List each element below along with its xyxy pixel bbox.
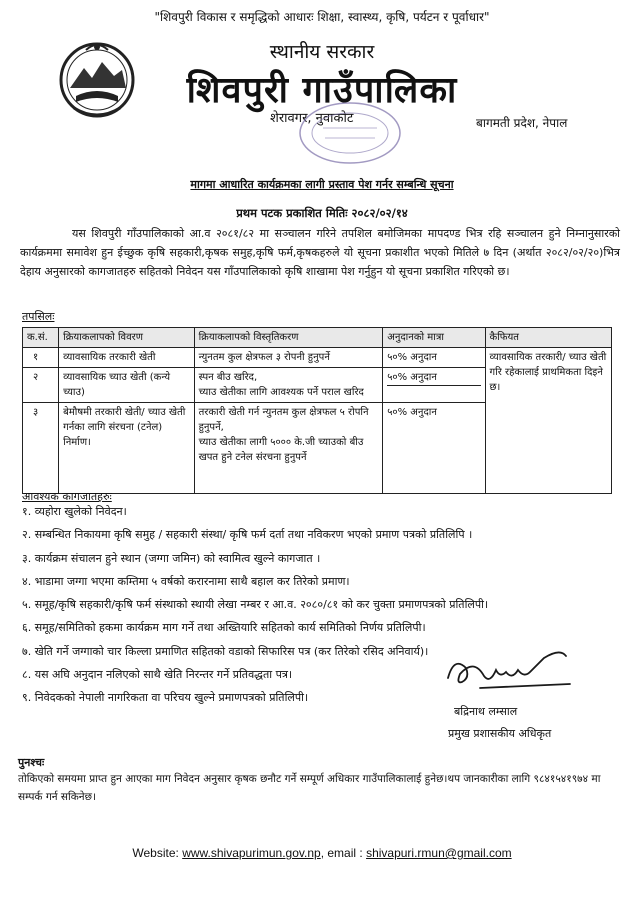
- municipality-name: शिवपुरी गाउँपालिका: [186, 69, 458, 111]
- motto: "शिवपुरी विकास र समृद्धिको आधारः शिक्षा, स्वास्थ्य, कृषि, पर्यटन र पूर्वाधार": [154, 10, 490, 24]
- row-activity: व्यावसायिक च्याउ खेती (कन्ये च्याउ): [59, 368, 194, 403]
- row-remarks: व्यावसायिक तरकारी/ च्याउ खेती गरि रहेकालाई प्राथमिकता दिइने छ।: [485, 348, 611, 494]
- website-label: Website:: [132, 846, 179, 860]
- row-details: तरकारी खेती गर्न न्युनतम कुल क्षेत्रफल ५ रोपनि हुनुपर्ने, च्याउ खेतीका लागी ५००० के.जी च्याउको बीउ खपत हुने टनेल संरचना हुनुपर्ने: [194, 403, 383, 494]
- row-grant: ५०% अनुदान: [383, 348, 485, 368]
- government-label: स्थानीय सरकार: [269, 41, 375, 63]
- list-item: ६. समूह/समितिको हकमा कार्यक्रम माग गर्ने तथा अख्तियारि सहितको कार्य समितिको निर्णय प्रतिलिपी।: [22, 621, 426, 635]
- row-sn: ३: [23, 403, 59, 494]
- row-grant: ५०% अनुदान: [383, 403, 485, 494]
- published-date: प्रथम पटक प्रकाशित मितिः २०८२/०२/१४: [236, 206, 408, 220]
- table-row: [23, 348, 612, 368]
- row-grant: ५०% अनुदान: [383, 368, 485, 403]
- signatory-title: प्रमुख प्रशासकीय अधिकृत: [448, 727, 552, 740]
- note-text: तोकिएको समयमा प्राप्त हुन आएका माग निवेदन अनुसार कृषक छनौट गर्ने सम्पूर्ण अधिकार गाउँपालिकालाई हुनेछ।थप जानकारीका लागि ९८४१५४१९७४ मा सम्पर्क गर्न सकिनेछ।: [18, 773, 601, 803]
- notice-body: यस शिवपुरी गाँउपालिकाको आ.व २०८१/८२ मा सञ्चालन गरिने तपशिल बमोजिमका मापदण्ड भित्र रहि सञ्चालन हुने निम्नानुसारको कार्यक्रममा समावेश हुन ईच्छुक कृषि सहकारी,कृषक समुह,कृषि फर्म,कृषकहरुले यो सूचना प्रकाशीत भएको मितिले ७ दिन (अर्थात २०८२/०२/२०)भित्र देहाय अनुसारको कागजातहरु सहितको निवेदन यस गाँउपालिकाको कृषि शाखामा पेश गर्नुहुन यो सूचना प्रकाशित गरिएको छ।: [20, 227, 620, 278]
- header-remarks: कैफियत: [485, 328, 611, 348]
- program-table: [22, 327, 612, 494]
- row-details: न्युनतम कुल क्षेत्रफल ३ रोपनी हुनुपर्ने: [194, 348, 383, 368]
- note-heading: पुनश्चः: [18, 756, 45, 769]
- handwritten-signature: [440, 648, 580, 694]
- row-sn: १: [23, 348, 59, 368]
- list-item: ३. कार्यक्रम संचालन हुने स्थान (जग्गा जमिन) को स्वामित्व खुल्ने कागजात ।: [22, 551, 321, 565]
- list-item: ७. खेति गर्ने जग्गाको चार किल्ला प्रमाणित सहितको वडाको सिफारिस पत्र (कर तिरेको रसिद अनिवार्य)।: [22, 644, 429, 658]
- list-item: ८. यस अघि अनुदान नलिएको साथै खेति निरन्तर गर्ने प्रतिवद्धता पत्र।: [22, 668, 293, 682]
- row-activity: व्यावसायिक तरकारी खेती: [59, 348, 194, 368]
- email-label: , email :: [320, 846, 363, 860]
- address: शेरावगर, नुवाकोट: [270, 111, 354, 126]
- table-header-row: [23, 328, 612, 348]
- row-details: स्पन बीउ खरिद, च्याउ खेतीका लागि आवश्यक पर्ने पराल खरिद: [194, 368, 383, 403]
- header-sn: क.सं.: [23, 328, 59, 348]
- row-activity: बेमौषमी तरकारी खेती/ च्याउ खेती गर्नका लागि संरचना (टनेल) निर्माण।: [59, 403, 194, 494]
- row-sn: २: [23, 368, 59, 403]
- office-stamp: [295, 98, 405, 168]
- email-link[interactable]: shivapuri.rmun@gmail.com: [366, 846, 512, 860]
- list-item: १. व्यहोरा खुलेको निवेदन।: [22, 505, 127, 518]
- header-activity: क्रियाकलापको विवरण: [59, 328, 194, 348]
- province: बागमती प्रदेश, नेपाल: [476, 116, 568, 130]
- list-item: २. सम्बन्धित निकायमा कृषि समुह / सहकारी संस्था/ कृषि फर्म दर्ता तथा नविकरण भएको प्रमाण पत्रको प्रतिलिपि ।: [22, 528, 473, 542]
- documents-title: आवश्यक कागजातहरुः: [22, 490, 112, 503]
- list-item: ४. भाडामा जग्गा भएमा कम्तिमा ५ वर्षको करारनामा साथै बहाल कर तिरेको प्रमाण।: [22, 574, 350, 588]
- notice-subject: मागमा आधारित कार्यक्रमका लागी प्रस्ताव पेश गर्नर सम्बन्धि सूचना: [190, 178, 454, 191]
- header-details: क्रियाकलापको विस्तृतिकरण: [194, 328, 383, 348]
- table-label: तपसिलः: [22, 310, 55, 323]
- list-item: ५. समूह/कृषि सहकारी/कृषि फर्म संस्थाको स्थायी लेखा नम्बर र आ.व. २०८०/८१ को कर चुक्ता प्रमाणपत्रको प्रतिलिपी।: [22, 598, 489, 612]
- header-grant: अनुदानको मात्रा: [383, 328, 485, 348]
- signatory-name: बद्रिनाथ लम्साल: [454, 705, 518, 718]
- footer: [0, 846, 644, 860]
- website-link[interactable]: www.shivapurimun.gov.np: [182, 846, 321, 860]
- list-item: ९. निवेदकको नेपाली नागरिकता वा परिचय खुल्ने प्रमाणपत्रको प्रतिलिपी।: [22, 691, 309, 705]
